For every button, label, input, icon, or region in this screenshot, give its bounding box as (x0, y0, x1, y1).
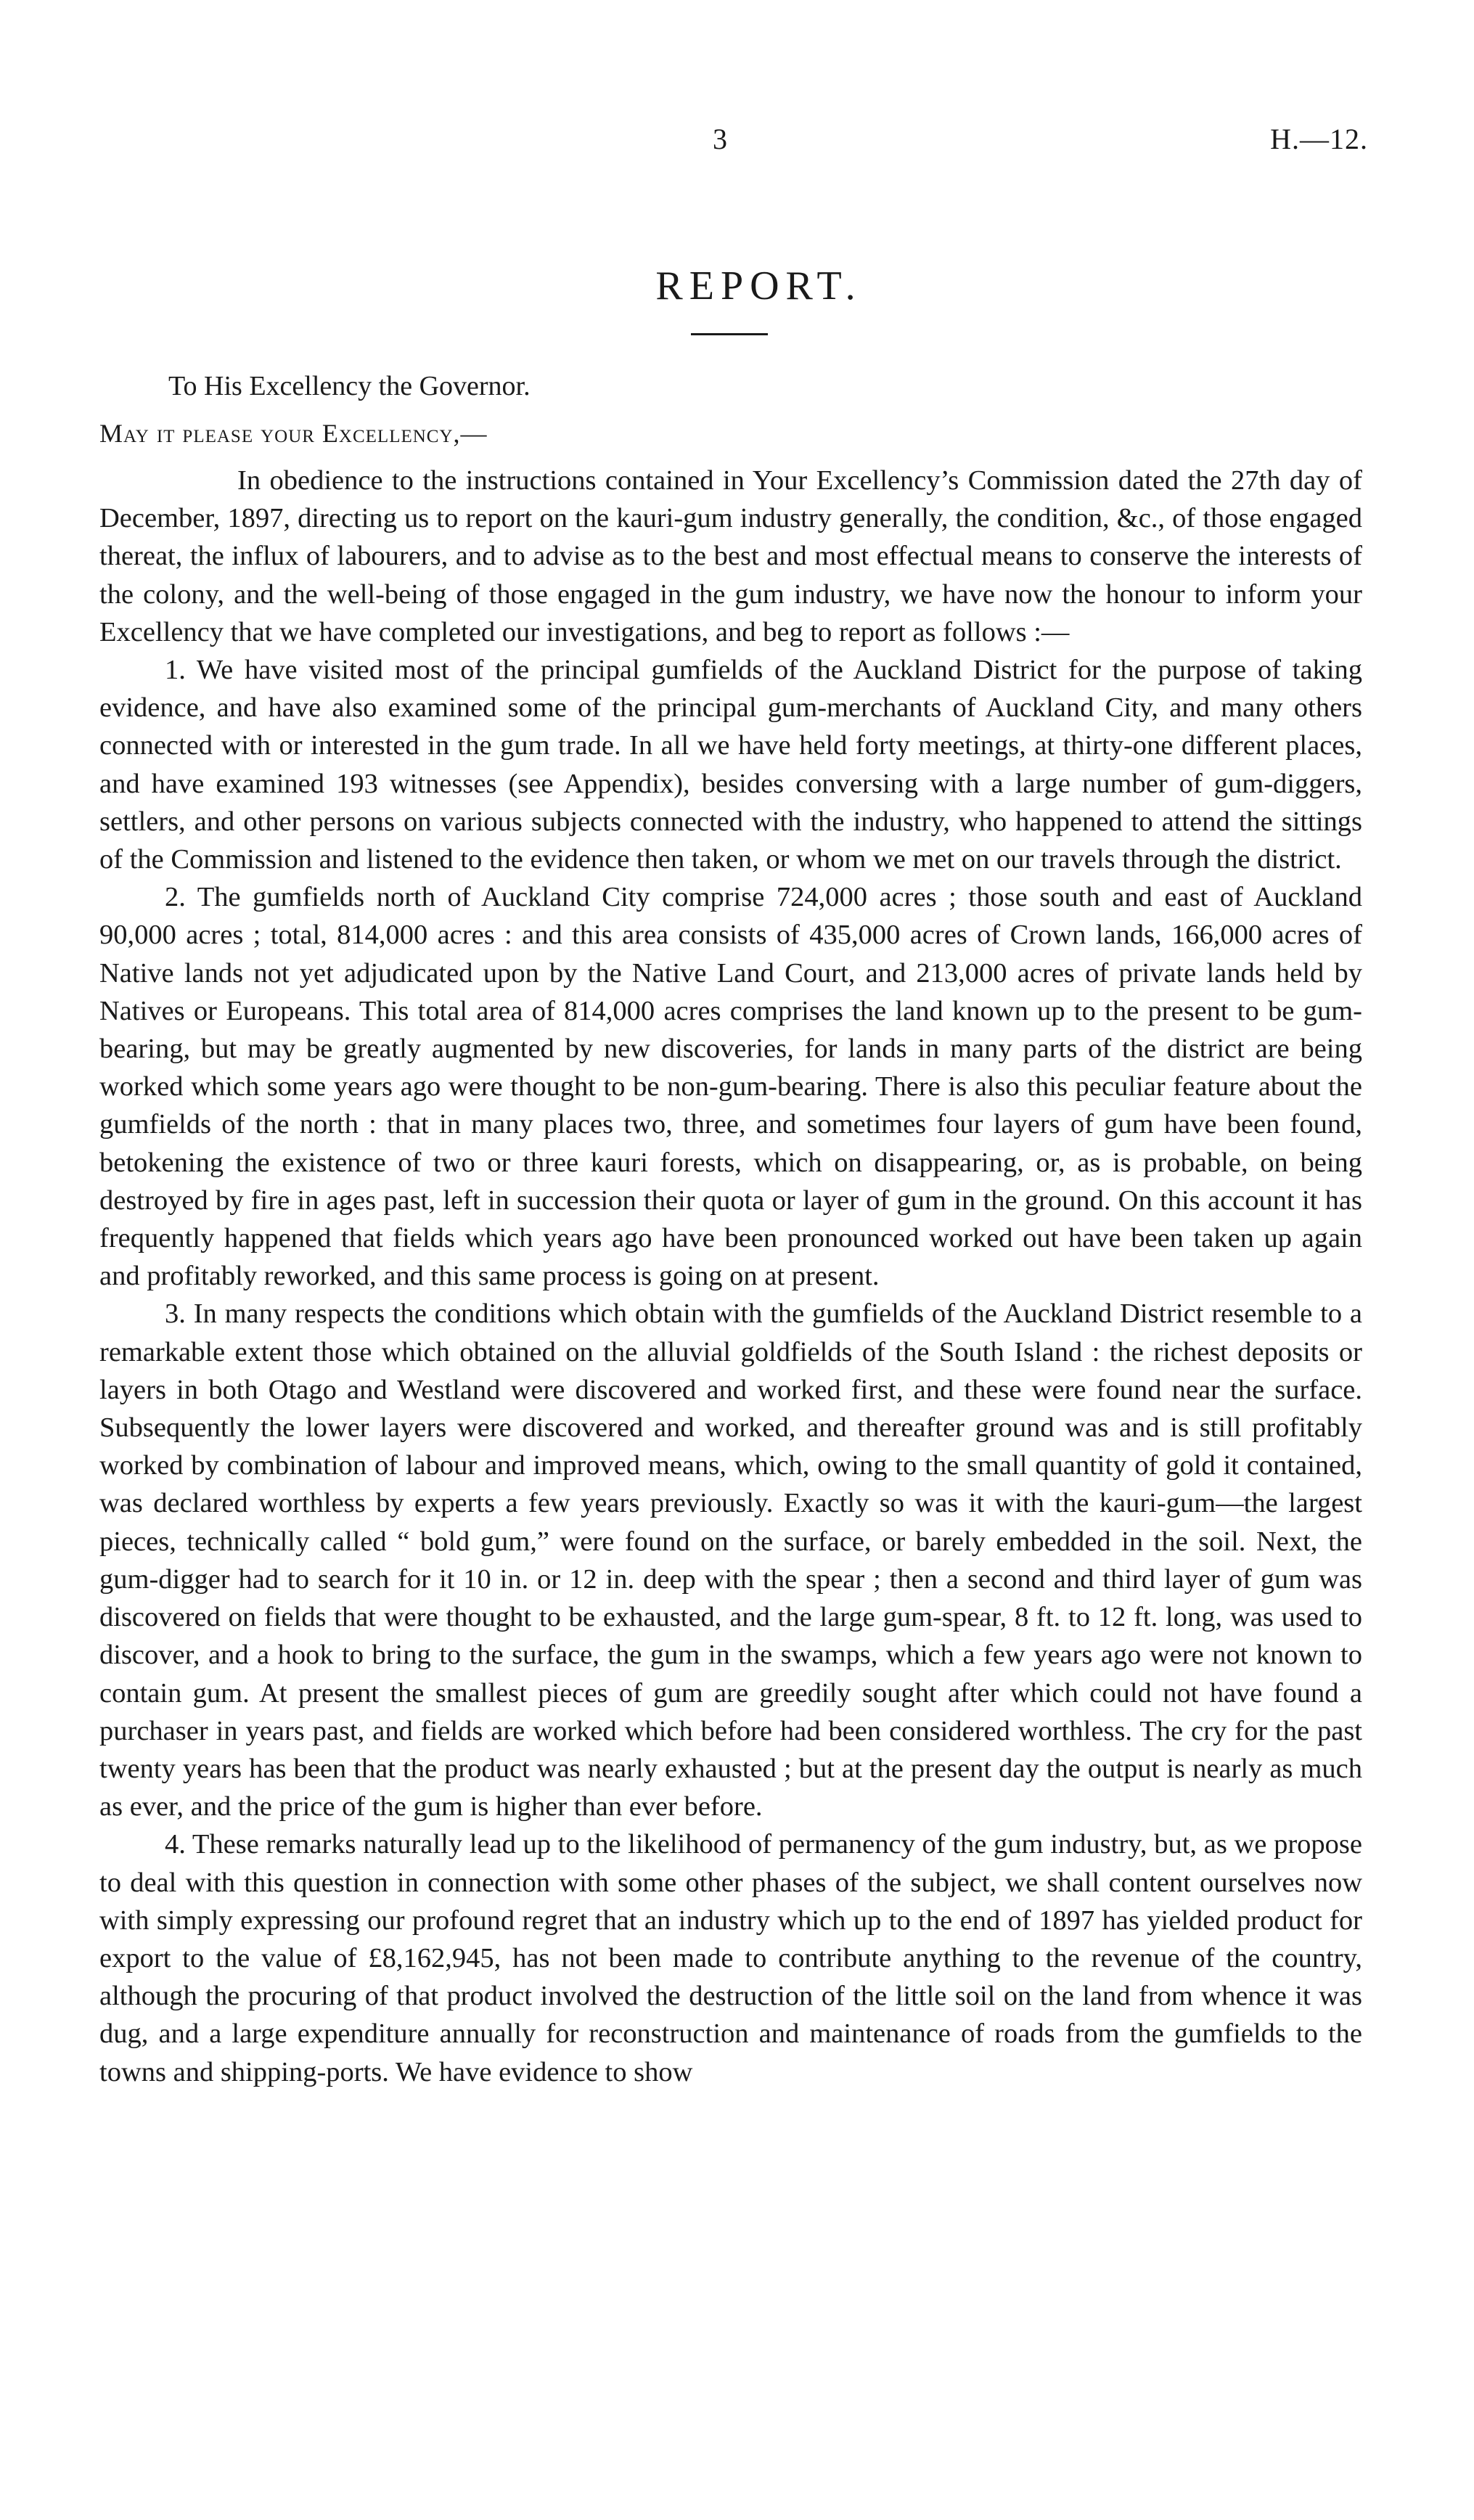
parliamentary-paper-reference: H.—12. (1270, 123, 1368, 155)
page-header (0, 122, 1474, 165)
paragraph-intro: In obedience to the instructions contained in Your Excellency’s Commission dated the 27th day of December, 1897, directing us to report on the kauri-gum industry generally, the condition, &c., of those engaged thereat, the influx of labourers, and to advise as to the best and most effectual means to conserve the interests of the colony, and the well-being of those engaged in the gum industry, we have now the honour to inform your Excellency that we have completed our investigations, and beg to report as follows :— (99, 465, 1362, 647)
report-title: REPORT. (655, 263, 862, 308)
paragraph-2: 2. The gumfields north of Auckland City comprise 724,000 acres ; those south and east of Auckland 90,000 acres ; total, 814,000 acres : and this area consists of 435,000 acres of Crown lands, 166,000 acres of Native lands not yet adjudicated upon by the Native Land Court, and 213,000 acres of private lands held by Natives or Europeans. This total area of 814,000 acres comprises the land known up to the present to be gum-bearing, but may be greatly augmented by new discoveries, for lands in many parts of the district are being worked which some years ago were thought to be non-gum-bearing. There is also this peculiar feature about the gumfields of the north : that in many places two, three, and sometimes four layers of gum have been found, betokening the existence of two or three kauri forests, which on disappearing, or, as is probable, on being destroyed by fire in ages past, left in succession their quota or layer of gum in the ground. On this account it has frequently happened that fields which years ago have been pronounced worked out have been taken up again and profitably reworked, and this same process is going on at present. (99, 882, 1362, 1292)
title-divider (691, 333, 768, 335)
paragraph-1: 1. We have visited most of the principal gumfields of the Auckland District for the purpose of taking evidence, and have also examined some of the principal gum-merchants of Auckland City, and many others connected with or interested in the gum trade. In all we have held forty meetings, at thirty-one different places, and have examined 193 witnesses (see Appendix), besides conversing with a large number of gum-diggers, settlers, and other persons on various subjects connected with the industry, who happened to attend the sittings of the Commission and listened to the evidence then taken, or whom we met on our travels through the district. (99, 655, 1362, 875)
addressee-line: To His Excellency the Governor. (168, 371, 531, 401)
paragraph-3: 3. In many respects the conditions which obtain with the gumfields of the Auckland District resemble to a remarkable extent those which obtained on the alluvial goldfields of the South Island : the richest deposits or layers in both Otago and Westland were discovered and worked first, and these were found near the surface. Subsequently the lower layers were discovered and worked, and thereafter ground was and is still profitably worked by combination of labour and improved means, which, owing to the small quantity of gold it contained, was declared worthless by experts a few years previously. Exactly so was it with the kauri-gum—the largest pieces, technically called “ bold gum,” were found on the surface, or barely embedded in the soil. Next, the gum-digger had to search for it 10 in. or 12 in. deep with the spear ; then a second and third layer of gum was discovered on fields that were thought to be exhausted, and the large gum-spear, 8 ft. to 12 ft. long, was used to discover, and a hook to bring to the surface, the gum in the swamps, which a few years ago were not known to contain gum. At present the smallest pieces of gum are greedily sought after which could not have found a purchaser in years past, and fields are worked which before had been considered worthless. The cry for the past twenty years has been that the product was nearly exhausted ; but at the present day the output is nearly as much as ever, and the price of the gum is higher than ever before. (99, 1298, 1362, 1822)
paragraph-4: 4. These remarks naturally lead up to the likelihood of permanency of the gum industry, but, as we propose to deal with this question in connection with some other phases of the subject, we shall content ourselves now with simply expressing our profound regret that an industry which up to the end of 1897 has yielded product for export to the value of £8,162,945, has not been made to contribute anything to the revenue of the country, although the procuring of that product involved the destruction of the little soil on the land from whence it was dug, and a large expenditure annually for reconstruction and maintenance of roads from the gumfields to the towns and shipping-ports. We have evidence to show (99, 1829, 1362, 2087)
salutation-line: May it please your Excellency,— (99, 419, 488, 448)
page-number: 3 (713, 123, 727, 155)
report-body (99, 462, 1362, 2091)
